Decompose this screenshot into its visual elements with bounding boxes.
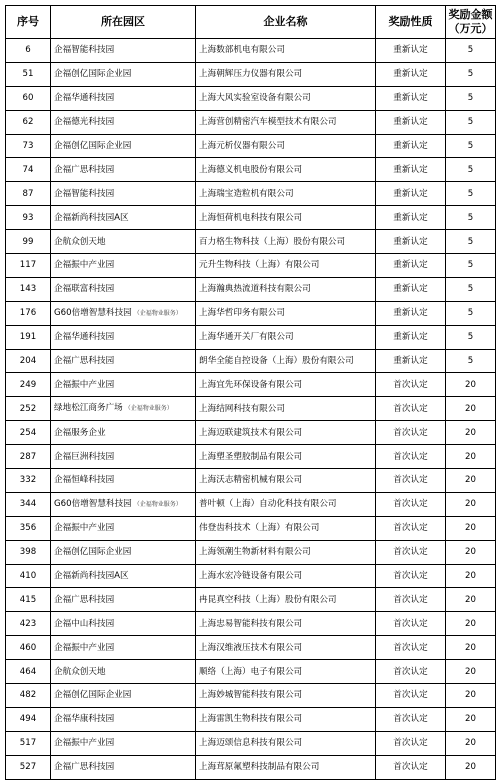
cell-company: 上海数部机电有限公司 <box>196 39 376 63</box>
cell-amount: 20 <box>446 564 496 588</box>
table-row <box>6 349 496 373</box>
cell-no: 93 <box>6 206 51 230</box>
table-row <box>6 158 496 182</box>
cell-type: 首次认定 <box>376 516 446 540</box>
table-row <box>6 325 496 349</box>
cell-type: 首次认定 <box>376 540 446 564</box>
cell-amount: 5 <box>446 110 496 134</box>
cell-company: 普叶顿（上海）自动化科技有限公司 <box>196 492 376 516</box>
table-row <box>6 636 496 660</box>
cell-no: 60 <box>6 86 51 110</box>
park-name: 企福智能科技园 <box>54 45 115 56</box>
park-name: 企福中山科技园 <box>54 618 115 629</box>
cell-amount: 5 <box>446 254 496 278</box>
park-name: 企福创亿国际企业园 <box>54 141 132 151</box>
cell-type: 重新认定 <box>376 62 446 86</box>
cell-amount: 5 <box>446 206 496 230</box>
cell-no: 287 <box>6 445 51 469</box>
cell-amount: 20 <box>446 492 496 516</box>
table-row <box>6 230 496 254</box>
park-name: 企福振中产业园 <box>54 738 115 749</box>
park-name: 企福创亿国际企业园 <box>54 69 132 80</box>
cell-no: 252 <box>6 397 51 421</box>
cell-park <box>51 86 196 110</box>
park-name: G60倍增智慧科技园 <box>54 307 132 318</box>
park-name: 企福恒峰科技园 <box>54 475 115 486</box>
table-row <box>6 588 496 612</box>
cell-company: 上海元析仪器有限公司 <box>196 134 376 158</box>
cell-park <box>51 469 196 493</box>
cell-type: 首次认定 <box>376 588 446 612</box>
cell-company: 上海朝辉压力仪器有限公司 <box>196 62 376 86</box>
park-name: 企福广思科技园 <box>54 356 115 367</box>
cell-park <box>51 325 196 349</box>
cell-park <box>51 182 196 206</box>
park-name: 企福振中产业园 <box>54 642 115 653</box>
park-name: 企福振中产业园 <box>54 260 115 271</box>
cell-company: 伟登齿科技术（上海）有限公司 <box>196 516 376 540</box>
header-amount-line1: 奖励金额 <box>448 8 493 21</box>
cell-amount: 5 <box>446 62 496 86</box>
cell-amount: 20 <box>446 707 496 731</box>
cell-amount: 20 <box>446 397 496 421</box>
cell-no: 356 <box>6 516 51 540</box>
cell-amount: 5 <box>446 134 496 158</box>
cell-company: 上海瑞宝造粒机有限公司 <box>196 182 376 206</box>
park-note: （企福物业服务） <box>124 405 173 413</box>
cell-amount: 20 <box>446 540 496 564</box>
park-name: 企航众创天地 <box>54 666 106 677</box>
cell-company: 上海妙城智能科技有限公司 <box>196 684 376 708</box>
award-table <box>5 5 496 780</box>
cell-no: 117 <box>6 254 51 278</box>
cell-type: 重新认定 <box>376 39 446 63</box>
cell-no: 464 <box>6 660 51 684</box>
header-row <box>6 6 496 39</box>
cell-company: 上海雷凯生物科技有限公司 <box>196 707 376 731</box>
cell-park <box>51 301 196 325</box>
cell-park <box>51 206 196 230</box>
cell-company: 上海结网科技有限公司 <box>196 397 376 421</box>
cell-company: 上海瀚典热流道科技有限公司 <box>196 277 376 301</box>
cell-park <box>51 636 196 660</box>
cell-company: 上海沃志精密机械有限公司 <box>196 469 376 493</box>
cell-no: 398 <box>6 540 51 564</box>
cell-park <box>51 230 196 254</box>
cell-no: 74 <box>6 158 51 182</box>
cell-park <box>51 540 196 564</box>
table-row <box>6 660 496 684</box>
cell-park <box>51 62 196 86</box>
cell-no: 249 <box>6 373 51 397</box>
cell-park <box>51 516 196 540</box>
cell-type: 重新认定 <box>376 182 446 206</box>
table-row <box>6 397 496 421</box>
cell-type: 首次认定 <box>376 707 446 731</box>
cell-type: 首次认定 <box>376 373 446 397</box>
table-row <box>6 134 496 158</box>
cell-type: 首次认定 <box>376 755 446 779</box>
cell-amount: 20 <box>446 516 496 540</box>
table-row <box>6 469 496 493</box>
cell-type: 首次认定 <box>376 492 446 516</box>
cell-park <box>51 349 196 373</box>
cell-no: 87 <box>6 182 51 206</box>
park-note: （企福物业服务） <box>133 309 182 317</box>
cell-no: 423 <box>6 612 51 636</box>
cell-type: 重新认定 <box>376 254 446 278</box>
table-row <box>6 707 496 731</box>
cell-company: 上海忠易智能科技有限公司 <box>196 612 376 636</box>
cell-no: 332 <box>6 469 51 493</box>
cell-amount: 20 <box>446 612 496 636</box>
park-name: 企航众创天地 <box>54 236 106 247</box>
cell-amount: 5 <box>446 158 496 182</box>
cell-park <box>51 755 196 779</box>
cell-company: 上海水宏冷链设备有限公司 <box>196 564 376 588</box>
cell-amount: 5 <box>446 325 496 349</box>
cell-company: 上海迈颂信息科技有限公司 <box>196 731 376 755</box>
table-row <box>6 731 496 755</box>
table-row <box>6 39 496 63</box>
cell-company: 冉昆真空科技（上海）股份有限公司 <box>196 588 376 612</box>
cell-park <box>51 731 196 755</box>
park-name: G60倍增智慧科技园 <box>54 498 132 509</box>
table-row <box>6 612 496 636</box>
cell-no: 460 <box>6 636 51 660</box>
cell-no: 527 <box>6 755 51 779</box>
cell-type: 首次认定 <box>376 421 446 445</box>
park-name: 企福智能科技园 <box>54 188 115 199</box>
cell-amount: 5 <box>446 86 496 110</box>
park-name: 企福新尚科技园A区 <box>54 571 129 582</box>
cell-no: 410 <box>6 564 51 588</box>
cell-type: 重新认定 <box>376 277 446 301</box>
park-name: 企福广思科技园 <box>54 594 115 605</box>
cell-park <box>51 660 196 684</box>
cell-company: 百力格生物科技（上海）股份有限公司 <box>196 230 376 254</box>
cell-no: 254 <box>6 421 51 445</box>
cell-park <box>51 588 196 612</box>
cell-company: 上海营创精密汽车模型技术有限公司 <box>196 110 376 134</box>
table-row <box>6 492 496 516</box>
park-name: 企福联富科技园 <box>54 284 115 295</box>
cell-no: 51 <box>6 62 51 86</box>
cell-type: 首次认定 <box>376 684 446 708</box>
cell-park <box>51 373 196 397</box>
cell-park <box>51 134 196 158</box>
cell-company: 上海华通开关厂有限公司 <box>196 325 376 349</box>
table-row <box>6 277 496 301</box>
cell-type: 首次认定 <box>376 469 446 493</box>
park-note: （企福物业服务） <box>133 500 182 508</box>
cell-park <box>51 110 196 134</box>
cell-no: 344 <box>6 492 51 516</box>
cell-type: 重新认定 <box>376 158 446 182</box>
cell-amount: 5 <box>446 182 496 206</box>
cell-no: 494 <box>6 707 51 731</box>
park-name: 企福华康科技园 <box>54 714 115 725</box>
award-list-document <box>5 5 495 780</box>
table-row <box>6 182 496 206</box>
cell-type: 首次认定 <box>376 636 446 660</box>
table-row <box>6 564 496 588</box>
park-name: 企福创亿国际企业园 <box>54 690 132 701</box>
cell-type: 重新认定 <box>376 134 446 158</box>
table-row <box>6 62 496 86</box>
header-amount <box>446 6 496 39</box>
cell-type: 重新认定 <box>376 110 446 134</box>
table-row <box>6 684 496 708</box>
cell-company: 朗华全能自控设备（上海）股份有限公司 <box>196 349 376 373</box>
cell-park <box>51 254 196 278</box>
cell-type: 首次认定 <box>376 397 446 421</box>
header-company: 企业名称 <box>196 6 376 39</box>
cell-amount: 5 <box>446 277 496 301</box>
park-name: 绿地松江商务广场 <box>54 403 123 414</box>
cell-company: 元升生物科技（上海）有限公司 <box>196 254 376 278</box>
header-park: 所在园区 <box>51 6 196 39</box>
cell-company: 上海大风实验室设备有限公司 <box>196 86 376 110</box>
cell-type: 重新认定 <box>376 325 446 349</box>
cell-park <box>51 397 196 421</box>
cell-no: 62 <box>6 110 51 134</box>
cell-type: 重新认定 <box>376 301 446 325</box>
cell-no: 204 <box>6 349 51 373</box>
cell-type: 首次认定 <box>376 731 446 755</box>
table-row <box>6 540 496 564</box>
cell-amount: 20 <box>446 731 496 755</box>
cell-no: 415 <box>6 588 51 612</box>
park-name: 企福新尚科技园A区 <box>54 212 129 223</box>
cell-no: 99 <box>6 230 51 254</box>
cell-amount: 5 <box>446 39 496 63</box>
cell-amount: 20 <box>446 588 496 612</box>
park-name: 企福广思科技园 <box>54 164 115 175</box>
cell-amount: 5 <box>446 301 496 325</box>
cell-park <box>51 612 196 636</box>
park-name: 企福巨洲科技园 <box>54 451 115 462</box>
cell-type: 首次认定 <box>376 564 446 588</box>
cell-park <box>51 421 196 445</box>
header-amount-line2: （万元） <box>448 22 493 35</box>
table-row <box>6 254 496 278</box>
cell-company: 上海华哲印务有限公司 <box>196 301 376 325</box>
park-name: 企福振中产业园 <box>54 379 115 390</box>
cell-type: 首次认定 <box>376 612 446 636</box>
cell-amount: 5 <box>446 230 496 254</box>
table-row <box>6 301 496 325</box>
table-row <box>6 516 496 540</box>
cell-no: 143 <box>6 277 51 301</box>
park-name: 企福华通科技园 <box>54 93 115 104</box>
cell-park <box>51 564 196 588</box>
cell-company: 上海茸原氟塑科技制品有限公司 <box>196 755 376 779</box>
cell-park <box>51 39 196 63</box>
park-name: 企福服务企业 <box>54 427 106 438</box>
cell-type: 重新认定 <box>376 349 446 373</box>
cell-amount: 20 <box>446 469 496 493</box>
park-name: 企福德光科技园 <box>54 117 115 128</box>
park-name: 企福华通科技园 <box>54 332 115 343</box>
cell-amount: 5 <box>446 349 496 373</box>
cell-amount: 20 <box>446 421 496 445</box>
cell-company: 上海迈联建筑技术有限公司 <box>196 421 376 445</box>
cell-company: 上海恒荷机电科技有限公司 <box>196 206 376 230</box>
table-row <box>6 206 496 230</box>
cell-park <box>51 158 196 182</box>
table-row <box>6 110 496 134</box>
cell-type: 首次认定 <box>376 445 446 469</box>
cell-amount: 20 <box>446 755 496 779</box>
cell-park <box>51 492 196 516</box>
cell-no: 482 <box>6 684 51 708</box>
header-no: 序号 <box>6 6 51 39</box>
cell-park <box>51 277 196 301</box>
cell-no: 73 <box>6 134 51 158</box>
cell-amount: 20 <box>446 684 496 708</box>
park-name: 企福创亿国际企业园 <box>54 547 132 558</box>
cell-company: 顺络（上海）电子有限公司 <box>196 660 376 684</box>
park-name: 企福振中产业园 <box>54 523 115 534</box>
header-type: 奖励性质 <box>376 6 446 39</box>
park-name: 企福广思科技园 <box>54 762 115 773</box>
cell-amount: 20 <box>446 636 496 660</box>
cell-type: 首次认定 <box>376 660 446 684</box>
cell-park <box>51 445 196 469</box>
cell-no: 191 <box>6 325 51 349</box>
table-row <box>6 755 496 779</box>
table-row <box>6 86 496 110</box>
cell-no: 517 <box>6 731 51 755</box>
cell-no: 6 <box>6 39 51 63</box>
cell-park <box>51 707 196 731</box>
cell-company: 上海领潮生物新材料有限公司 <box>196 540 376 564</box>
cell-type: 重新认定 <box>376 206 446 230</box>
cell-amount: 20 <box>446 373 496 397</box>
cell-type: 重新认定 <box>376 230 446 254</box>
table-row <box>6 421 496 445</box>
cell-company: 上海汉维液压技术有限公司 <box>196 636 376 660</box>
cell-company: 上海塑圣塑胶制品有限公司 <box>196 445 376 469</box>
table-row <box>6 373 496 397</box>
cell-company: 上海德义机电股份有限公司 <box>196 158 376 182</box>
cell-no: 176 <box>6 301 51 325</box>
table-row <box>6 445 496 469</box>
cell-park <box>51 684 196 708</box>
cell-amount: 20 <box>446 445 496 469</box>
cell-type: 重新认定 <box>376 86 446 110</box>
cell-amount: 20 <box>446 660 496 684</box>
cell-company: 上海宜先环保设备有限公司 <box>196 373 376 397</box>
